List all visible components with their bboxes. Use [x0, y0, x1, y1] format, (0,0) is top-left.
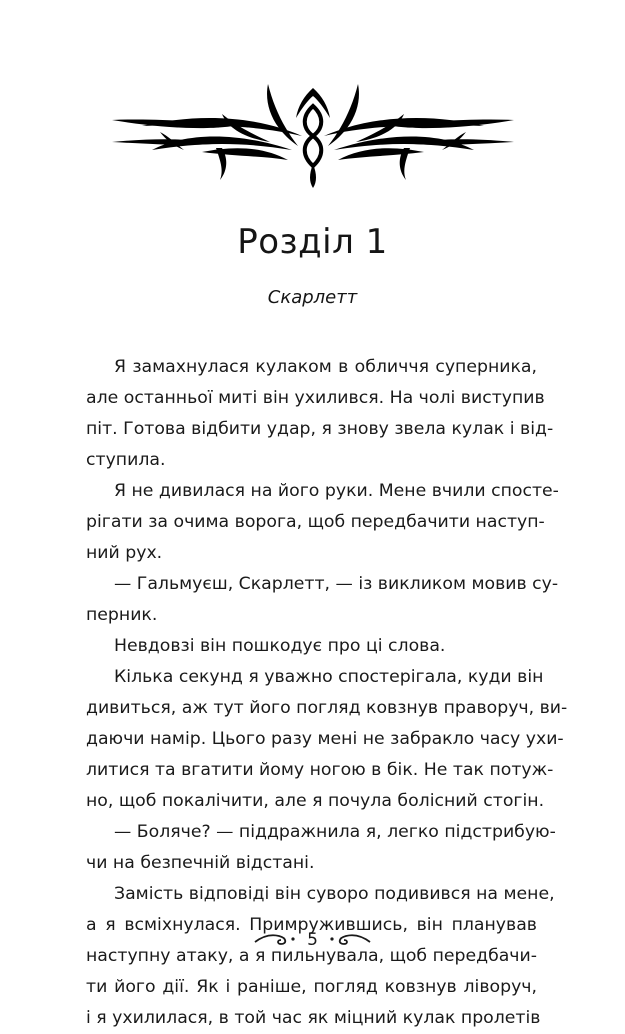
text-line: наступну атаку, а я пильнувала, щоб передбачи- — [86, 946, 537, 966]
flourish-right-icon — [328, 932, 372, 948]
text-line: ступила. — [86, 450, 166, 470]
chapter-title: Розділ 1 — [237, 222, 388, 262]
text-line: — Гальмуєш, Скарлетт, — із викликом мовив су- — [114, 574, 559, 594]
text-line: Замість відповіді він суворо подивився на мене, — [114, 884, 555, 904]
text-line: і я ухилилася, в той час як міцний кулак пролетів — [86, 1008, 541, 1028]
text-line: — Боляче? — піддражнила я, легко підстрибую- — [114, 822, 556, 842]
text-line: перник. — [86, 605, 158, 625]
page-footer — [0, 930, 625, 950]
text-line: литися та вгатити йому ногою в бік. Не так потуж- — [86, 760, 554, 780]
text-line: а я всміхнулася. Примружившись, він планував — [86, 915, 537, 935]
text-line: ти його дії. Як і раніше, погляд ковзнув ліворуч, — [86, 977, 537, 997]
chapter-subtitle: Скарлетт — [267, 287, 358, 308]
text-line: ний рух. — [86, 543, 163, 563]
flourish-left-icon — [253, 932, 297, 948]
text-line: але останньої миті він ухилився. На чолі виступив — [86, 388, 545, 408]
text-line: Невдовзі він пошкодує про ці слова. — [114, 636, 446, 656]
text-line: чи на безпечній відстані. — [86, 853, 315, 873]
text-line: Я не дивилася на його руки. Мене вчили спосте- — [114, 481, 559, 501]
text-line: но, щоб покалічити, але я почула болісний стогін. — [86, 791, 545, 811]
tribal-ornament-icon — [112, 84, 514, 192]
text-line: піт. Готова відбити удар, я знову звела кулак і від- — [86, 419, 554, 439]
text-line: даючи намір. Цього разу мені не забракло часу ухи- — [86, 729, 564, 749]
text-line: рігати за очима ворога, щоб передбачити наступ- — [86, 512, 545, 532]
text-line: Я замахнулася кулаком в обличчя суперника, — [114, 357, 537, 377]
page-number: 5 — [307, 930, 318, 950]
text-line: дивиться, аж тут його погляд ковзнув праворуч, ви- — [86, 698, 568, 718]
text-line: Кілька секунд я уважно спостерігала, куди він — [114, 667, 544, 687]
